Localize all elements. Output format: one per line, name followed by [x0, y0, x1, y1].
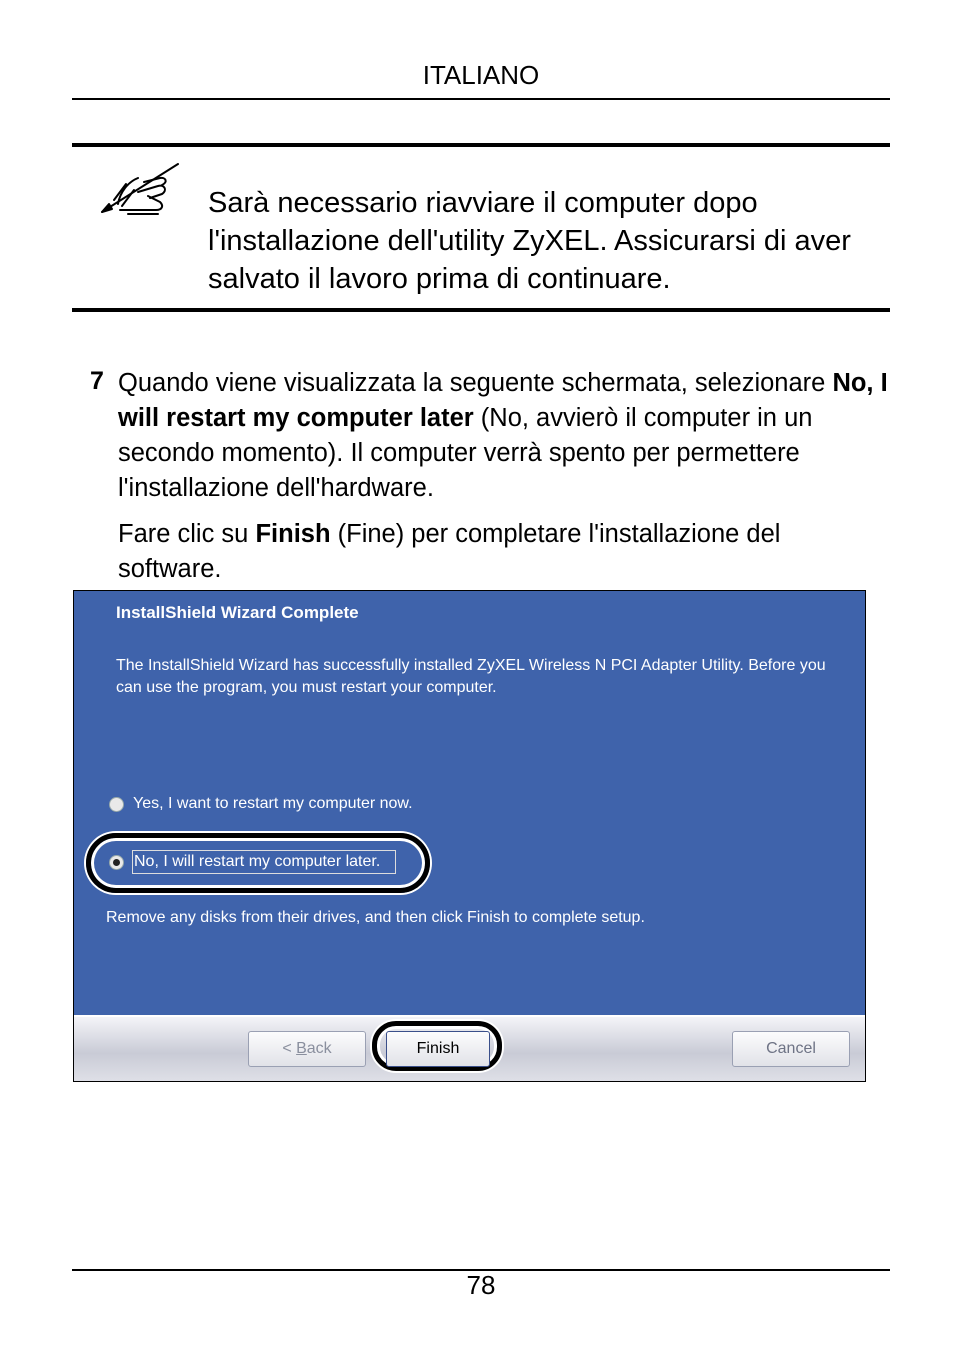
- option-yes-label: Yes, I want to restart my computer now.: [133, 795, 413, 812]
- note-text: Sarà necessario riavviare il computer dopo l'installazione dell'utility ZyXEL. Assicurarsi di aver salvato il lavoro prima di continuare.: [208, 187, 851, 295]
- step-text: Quando viene visualizzata la seguente schermata, selezionare: [118, 369, 833, 397]
- step-text: (Fine) per completare l'installazione del software.: [118, 520, 781, 583]
- step-paragraph-1: [118, 366, 888, 506]
- step-text: (No, avvierò il computer in un secondo momento). Il computer verrà spento per permettere l'installazione dell'hardware.: [118, 404, 813, 502]
- radio-no[interactable]: [109, 855, 124, 870]
- header-rule: [72, 98, 890, 100]
- cancel-button[interactable]: [732, 1031, 850, 1067]
- header-title: ITALIANO: [422, 60, 540, 90]
- radio-yes[interactable]: [109, 797, 124, 812]
- option-name-bold: No, I will restart my computer later: [118, 369, 888, 432]
- back-button[interactable]: [248, 1031, 366, 1067]
- back-label-prefix: <: [282, 1040, 297, 1057]
- finish-label: Finish: [416, 1040, 460, 1057]
- step-number: 7: [90, 367, 104, 395]
- finish-bold: Finish: [255, 520, 331, 548]
- step-paragraph-2: [118, 517, 888, 587]
- finish-button[interactable]: [386, 1031, 490, 1067]
- back-label-mnemonic: B: [296, 1040, 307, 1057]
- wizard-title: InstallShield Wizard Complete: [116, 603, 359, 622]
- radio-selected-dot: [113, 859, 120, 866]
- wizard-button-bar: [74, 1015, 865, 1082]
- page-number: 78: [466, 1270, 496, 1300]
- restart-now-option[interactable]: [109, 795, 439, 817]
- step-text: Fare clic su: [118, 520, 256, 548]
- cancel-label: Cancel: [766, 1040, 816, 1057]
- back-label-rest: ack: [306, 1040, 332, 1057]
- installshield-wizard-screenshot: [73, 590, 866, 1082]
- note-bottom-rule: [72, 308, 890, 312]
- remove-disks-text: Remove any disks from their drives, and then click Finish to complete setup.: [106, 909, 645, 926]
- wizard-body-text: The InstallShield Wizard has successfully installed ZyXEL Wireless N PCI Adapter Utility. Before you can use the program, you must restart your computer.: [116, 657, 826, 696]
- option-no-label: No, I will restart my computer later.: [134, 853, 381, 870]
- note-top-rule: [72, 143, 890, 147]
- restart-later-option[interactable]: [109, 853, 399, 875]
- pencil-note-icon: [98, 162, 182, 218]
